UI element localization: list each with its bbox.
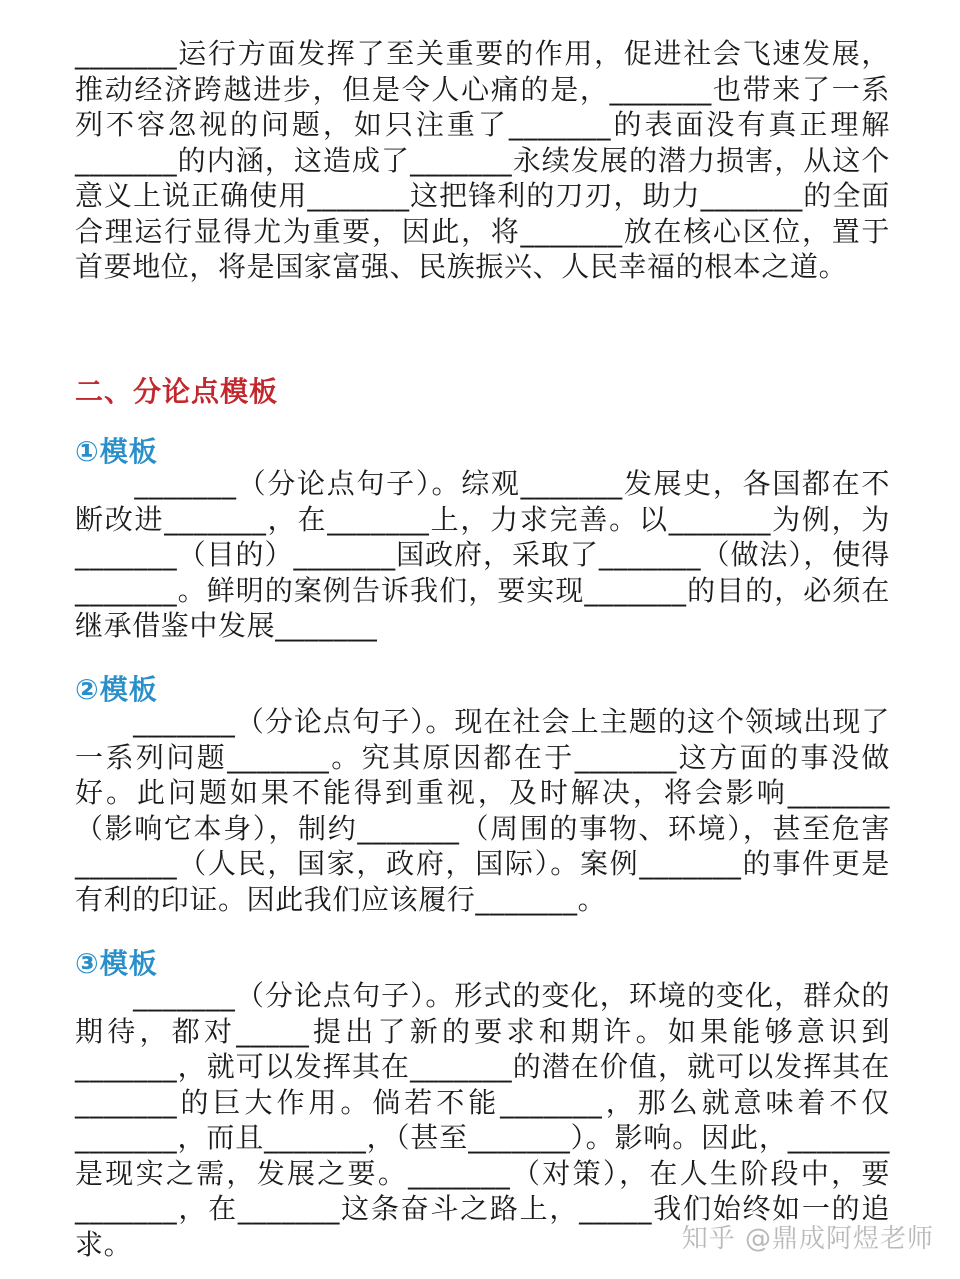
template-1-text: _______（分论点句子）。综观_______发展史，各国都在不断改进_______，在_______上，力求完善。以_______为例，为_______（目的）_______国政府，采取了_______（做法），使得_______。鲜明的案例告诉我们，要实现_______的目的，必须在继承借鉴中发展_______	[75, 467, 890, 642]
template-1-heading: ①模板	[75, 435, 158, 468]
template-3-heading: ③模板	[75, 947, 158, 980]
section-title: 二、分论点模板	[75, 375, 279, 408]
intro-paragraph: _______运行方面发挥了至关重要的作用，促进社会飞速发展，推动经济跨越进步，但是令人心痛的是，_______也带来了一系列不容忽视的问题，如只注重了_______的表面没有真正理解_______的内涵，这造成了_______永续发展的潜力损害，从这个意义上说正确使用_______这把锋利的刀刃，助力_______的全面合理运行显得尤为重要，因此，将_______放在核心区位，置于首要地位，将是国家富强、民族振兴、人民幸福的根本之道。	[75, 37, 890, 283]
watermark: 知乎 @鼎成阿煜老师	[681, 1224, 934, 1254]
template-2-text: _______（分论点句子）。现在社会上主题的这个领域出现了一系列问题_______。究其原因都在于_______这方面的事没做好。此问题如果不能得到重视，及时解决，将会影响_______（影响它本身），制约_______（周围的事物、环境），甚至危害_______（人民，国家，政府，国际）。案例_______的事件更是有利的印证。因此我们应该履行_______。	[75, 705, 890, 916]
template-3-text: _______（分论点句子）。形式的变化，环境的变化，群众的期待，都对_____提出了新的要求和期许。如果能够意识到_______，就可以发挥其在_______的潜在价值，就可以发挥其在_______的巨大作用。倘若不能_______，那么就意味着不仅_______，而且_______，（甚至_______）。影响。因此，_______是现实之需，发展之要。_______（对策），在人生阶段中，要_______，在_______这条奋斗之路上，_____我们始终如一的追求。	[75, 979, 890, 1261]
template-2-heading: ②模板	[75, 673, 158, 706]
